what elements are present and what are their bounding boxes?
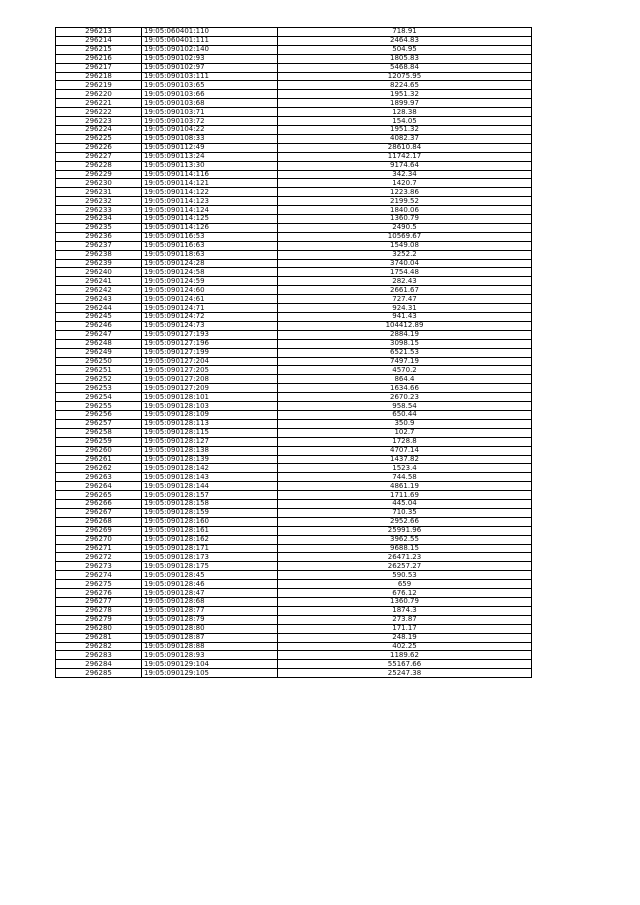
amount-cell: 1549.08	[278, 241, 532, 250]
table-row	[56, 642, 532, 651]
cadastral-number-cell: 19:05:090128:45	[142, 571, 278, 580]
table-row	[56, 660, 532, 669]
cadastral-number-cell: 19:05:090116:53	[142, 232, 278, 241]
amount-cell: 3962.55	[278, 535, 532, 544]
record-id-cell: 296240	[56, 268, 142, 277]
amount-cell: 342.34	[278, 170, 532, 179]
amount-cell: 3252.2	[278, 250, 532, 259]
cadastral-number-cell: 19:05:090128:159	[142, 508, 278, 517]
record-id-cell: 296251	[56, 366, 142, 375]
table-row	[56, 188, 532, 197]
record-id-cell: 296255	[56, 402, 142, 411]
table-row	[56, 517, 532, 526]
amount-cell: 171.17	[278, 624, 532, 633]
record-id-cell: 296272	[56, 553, 142, 562]
table-row	[56, 28, 532, 37]
table-row	[56, 624, 532, 633]
cadastral-number-cell: 19:05:090103:65	[142, 81, 278, 90]
table-row	[56, 286, 532, 295]
table-row	[56, 161, 532, 170]
record-id-cell: 296280	[56, 624, 142, 633]
record-id-cell: 296225	[56, 134, 142, 143]
amount-cell: 1189.62	[278, 651, 532, 660]
amount-cell: 2661.67	[278, 286, 532, 295]
record-id-cell: 296284	[56, 660, 142, 669]
cadastral-number-cell: 19:05:090128:79	[142, 615, 278, 624]
record-id-cell: 296256	[56, 410, 142, 419]
amount-cell: 4082.37	[278, 134, 532, 143]
amount-cell: 4707.14	[278, 446, 532, 455]
cadastral-number-cell: 19:05:090113:30	[142, 161, 278, 170]
table-row	[56, 669, 532, 678]
cadastral-number-cell: 19:05:060401:110	[142, 28, 278, 37]
record-id-cell: 296257	[56, 419, 142, 428]
amount-cell: 2884.19	[278, 330, 532, 339]
cadastral-number-cell: 19:05:090124:59	[142, 277, 278, 286]
cadastral-number-cell: 19:05:090103:111	[142, 72, 278, 81]
amount-cell: 864.4	[278, 375, 532, 384]
record-id-cell: 296264	[56, 482, 142, 491]
cadastral-number-cell: 19:05:090128:109	[142, 410, 278, 419]
amount-cell: 1360.79	[278, 215, 532, 224]
table-row	[56, 508, 532, 517]
record-id-cell: 296276	[56, 589, 142, 598]
cadastral-number-cell: 19:05:090127:196	[142, 339, 278, 348]
table-row	[56, 117, 532, 126]
table-row	[56, 179, 532, 188]
record-id-cell: 296271	[56, 544, 142, 553]
cadastral-number-cell: 19:05:090103:71	[142, 108, 278, 117]
table-row	[56, 277, 532, 286]
table-row	[56, 54, 532, 63]
amount-cell: 659	[278, 580, 532, 589]
record-id-cell: 296228	[56, 161, 142, 170]
amount-cell: 2670.23	[278, 393, 532, 402]
table-row	[56, 473, 532, 482]
record-id-cell: 296222	[56, 108, 142, 117]
table-row	[56, 464, 532, 473]
amount-cell: 6521.53	[278, 348, 532, 357]
amount-cell: 350.9	[278, 419, 532, 428]
record-id-cell: 296261	[56, 455, 142, 464]
amount-cell: 1840.06	[278, 206, 532, 215]
cadastral-number-cell: 19:05:090124:60	[142, 286, 278, 295]
cadastral-number-cell: 19:05:090116:63	[142, 241, 278, 250]
record-id-cell: 296263	[56, 473, 142, 482]
amount-cell: 128.38	[278, 108, 532, 117]
record-id-cell: 296231	[56, 188, 142, 197]
amount-cell: 248.19	[278, 633, 532, 642]
cadastral-number-cell: 19:05:090128:160	[142, 517, 278, 526]
table-row	[56, 304, 532, 313]
amount-cell: 2490.5	[278, 223, 532, 232]
table-row	[56, 72, 532, 81]
cadastral-number-cell: 19:05:090129:104	[142, 660, 278, 669]
table-row	[56, 606, 532, 615]
record-id-cell: 296274	[56, 571, 142, 580]
record-id-cell: 296233	[56, 206, 142, 215]
record-id-cell: 296232	[56, 197, 142, 206]
amount-cell: 941.43	[278, 313, 532, 322]
record-id-cell: 296217	[56, 63, 142, 72]
table-row	[56, 108, 532, 117]
amount-cell: 1951.32	[278, 90, 532, 99]
amount-cell: 8224.65	[278, 81, 532, 90]
table-row	[56, 428, 532, 437]
amount-cell: 10569.67	[278, 232, 532, 241]
amount-cell: 1437.82	[278, 455, 532, 464]
cadastral-number-cell: 19:05:090128:143	[142, 473, 278, 482]
cadastral-number-cell: 19:05:090128:158	[142, 500, 278, 509]
table-row	[56, 491, 532, 500]
cadastral-number-cell: 19:05:090127:205	[142, 366, 278, 375]
table-row	[56, 99, 532, 108]
cadastral-number-cell: 19:05:090128:173	[142, 553, 278, 562]
record-id-cell: 296246	[56, 321, 142, 330]
cadastral-number-cell: 19:05:090124:72	[142, 313, 278, 322]
amount-cell: 1754.48	[278, 268, 532, 277]
table-row	[56, 455, 532, 464]
amount-cell: 924.31	[278, 304, 532, 313]
cadastral-number-cell: 19:05:090114:121	[142, 179, 278, 188]
cadastral-number-cell: 19:05:090127:209	[142, 384, 278, 393]
table-row	[56, 134, 532, 143]
record-id-cell: 296244	[56, 304, 142, 313]
amount-cell: 154.05	[278, 117, 532, 126]
record-id-cell: 296237	[56, 241, 142, 250]
record-id-cell: 296252	[56, 375, 142, 384]
cadastral-number-cell: 19:05:060401:111	[142, 36, 278, 45]
table-row	[56, 580, 532, 589]
table-row	[56, 402, 532, 411]
table-row	[56, 615, 532, 624]
cadastral-number-cell: 19:05:090128:139	[142, 455, 278, 464]
record-id-cell: 296226	[56, 143, 142, 152]
cadastral-number-cell: 19:05:090128:162	[142, 535, 278, 544]
table-row	[56, 348, 532, 357]
record-id-cell: 296259	[56, 437, 142, 446]
record-id-cell: 296273	[56, 562, 142, 571]
record-id-cell: 296215	[56, 45, 142, 54]
record-id-cell: 296278	[56, 606, 142, 615]
table-row	[56, 562, 532, 571]
record-id-cell: 296260	[56, 446, 142, 455]
amount-cell: 25991.96	[278, 526, 532, 535]
cadastral-number-cell: 19:05:090103:66	[142, 90, 278, 99]
cadastral-number-cell: 19:05:090127:208	[142, 375, 278, 384]
amount-cell: 445.04	[278, 500, 532, 509]
record-id-cell: 296248	[56, 339, 142, 348]
table-row	[56, 526, 532, 535]
amount-cell: 3098.15	[278, 339, 532, 348]
amount-cell: 28610.84	[278, 143, 532, 152]
cadastral-number-cell: 19:05:090103:68	[142, 99, 278, 108]
amount-cell: 1711.69	[278, 491, 532, 500]
cadastral-number-cell: 19:05:090128:87	[142, 633, 278, 642]
cadastral-number-cell: 19:05:090114:116	[142, 170, 278, 179]
table-row	[56, 259, 532, 268]
amount-cell: 402.25	[278, 642, 532, 651]
amount-cell: 744.58	[278, 473, 532, 482]
table-row	[56, 63, 532, 72]
table-row	[56, 223, 532, 232]
table-row	[56, 81, 532, 90]
table-row	[56, 250, 532, 259]
cadastral-number-cell: 19:05:090108:33	[142, 134, 278, 143]
amount-cell: 7497.19	[278, 357, 532, 366]
cadastral-number-cell: 19:05:090128:161	[142, 526, 278, 535]
record-id-cell: 296243	[56, 295, 142, 304]
record-id-cell: 296238	[56, 250, 142, 259]
table-row	[56, 419, 532, 428]
cadastral-number-cell: 19:05:090113:24	[142, 152, 278, 161]
cadastral-number-cell: 19:05:090127:199	[142, 348, 278, 357]
cadastral-number-cell: 19:05:090102:93	[142, 54, 278, 63]
amount-cell: 1523.4	[278, 464, 532, 473]
cadastral-number-cell: 19:05:090128:115	[142, 428, 278, 437]
cadastral-number-cell: 19:05:090114:125	[142, 215, 278, 224]
table-row	[56, 152, 532, 161]
record-id-cell: 296218	[56, 72, 142, 81]
cadastral-number-cell: 19:05:090128:46	[142, 580, 278, 589]
cadastral-number-cell: 19:05:090128:93	[142, 651, 278, 660]
amount-cell: 710.35	[278, 508, 532, 517]
table-row	[56, 384, 532, 393]
table-row	[56, 232, 532, 241]
table-row	[56, 90, 532, 99]
table-row	[56, 375, 532, 384]
cadastral-number-cell: 19:05:090128:77	[142, 606, 278, 615]
record-id-cell: 296247	[56, 330, 142, 339]
table-row	[56, 197, 532, 206]
table-row	[56, 410, 532, 419]
amount-cell: 2199.52	[278, 197, 532, 206]
table-row	[56, 268, 532, 277]
amount-cell: 718.91	[278, 28, 532, 37]
record-id-cell: 296253	[56, 384, 142, 393]
record-id-cell: 296227	[56, 152, 142, 161]
table-row	[56, 241, 532, 250]
record-id-cell: 296236	[56, 232, 142, 241]
table-row	[56, 446, 532, 455]
cadastral-number-cell: 19:05:090124:61	[142, 295, 278, 304]
cadastral-number-cell: 19:05:090128:103	[142, 402, 278, 411]
cadastral-number-cell: 19:05:090128:171	[142, 544, 278, 553]
cadastral-number-cell: 19:05:090124:71	[142, 304, 278, 313]
table-body	[56, 28, 532, 678]
record-id-cell: 296224	[56, 125, 142, 134]
table-row	[56, 598, 532, 607]
record-id-cell: 296268	[56, 517, 142, 526]
record-id-cell: 296266	[56, 500, 142, 509]
cadastral-number-cell: 19:05:090128:80	[142, 624, 278, 633]
cadastral-number-cell: 19:05:090128:113	[142, 419, 278, 428]
cadastral-number-cell: 19:05:090128:88	[142, 642, 278, 651]
cadastral-number-cell: 19:05:090128:47	[142, 589, 278, 598]
record-id-cell: 296221	[56, 99, 142, 108]
table-row	[56, 206, 532, 215]
cadastral-number-cell: 19:05:090114:124	[142, 206, 278, 215]
cadastral-number-cell: 19:05:090128:138	[142, 446, 278, 455]
record-id-cell: 296285	[56, 669, 142, 678]
table-row	[56, 553, 532, 562]
amount-cell: 3740.04	[278, 259, 532, 268]
table-row	[56, 36, 532, 45]
record-id-cell: 296250	[56, 357, 142, 366]
amount-cell: 727.47	[278, 295, 532, 304]
record-id-cell: 296258	[56, 428, 142, 437]
cadastral-number-cell: 19:05:090114:126	[142, 223, 278, 232]
amount-cell: 1360.79	[278, 598, 532, 607]
table-row	[56, 339, 532, 348]
data-table	[55, 27, 532, 678]
amount-cell: 102.7	[278, 428, 532, 437]
amount-cell: 5468.84	[278, 63, 532, 72]
amount-cell: 2952.66	[278, 517, 532, 526]
record-id-cell: 296281	[56, 633, 142, 642]
table-row	[56, 125, 532, 134]
cadastral-number-cell: 19:05:090114:123	[142, 197, 278, 206]
table-row	[56, 500, 532, 509]
table-row	[56, 45, 532, 54]
amount-cell: 4570.2	[278, 366, 532, 375]
record-id-cell: 296275	[56, 580, 142, 589]
table-row	[56, 633, 532, 642]
table-row	[56, 571, 532, 580]
record-id-cell: 296242	[56, 286, 142, 295]
record-id-cell: 296270	[56, 535, 142, 544]
amount-cell: 676.12	[278, 589, 532, 598]
cadastral-number-cell: 19:05:090127:204	[142, 357, 278, 366]
amount-cell: 55167.66	[278, 660, 532, 669]
amount-cell: 590.53	[278, 571, 532, 580]
record-id-cell: 296283	[56, 651, 142, 660]
table-row	[56, 535, 532, 544]
amount-cell: 1634.66	[278, 384, 532, 393]
cadastral-number-cell: 19:05:090128:175	[142, 562, 278, 571]
record-id-cell: 296235	[56, 223, 142, 232]
amount-cell: 104412.89	[278, 321, 532, 330]
amount-cell: 650.44	[278, 410, 532, 419]
record-id-cell: 296223	[56, 117, 142, 126]
table-row	[56, 330, 532, 339]
cadastral-number-cell: 19:05:090129:105	[142, 669, 278, 678]
record-id-cell: 296254	[56, 393, 142, 402]
amount-cell: 1420.7	[278, 179, 532, 188]
cadastral-number-cell: 19:05:090118:63	[142, 250, 278, 259]
table-row	[56, 393, 532, 402]
cadastral-number-cell: 19:05:090103:72	[142, 117, 278, 126]
table-row	[56, 482, 532, 491]
cadastral-number-cell: 19:05:090112:49	[142, 143, 278, 152]
amount-cell: 273.87	[278, 615, 532, 624]
record-id-cell: 296269	[56, 526, 142, 535]
cadastral-number-cell: 19:05:090102:97	[142, 63, 278, 72]
table-row	[56, 143, 532, 152]
amount-cell: 2464.83	[278, 36, 532, 45]
amount-cell: 1805.83	[278, 54, 532, 63]
record-id-cell: 296220	[56, 90, 142, 99]
amount-cell: 1728.8	[278, 437, 532, 446]
cadastral-number-cell: 19:05:090102:140	[142, 45, 278, 54]
amount-cell: 26471.23	[278, 553, 532, 562]
table-row	[56, 313, 532, 322]
amount-cell: 1951.32	[278, 125, 532, 134]
table-row	[56, 366, 532, 375]
record-id-cell: 296234	[56, 215, 142, 224]
amount-cell: 504.95	[278, 45, 532, 54]
record-id-cell: 296249	[56, 348, 142, 357]
table-row	[56, 357, 532, 366]
amount-cell: 958.54	[278, 402, 532, 411]
record-id-cell: 296282	[56, 642, 142, 651]
cadastral-number-cell: 19:05:090128:127	[142, 437, 278, 446]
cadastral-number-cell: 19:05:090124:58	[142, 268, 278, 277]
record-id-cell: 296213	[56, 28, 142, 37]
table-row	[56, 215, 532, 224]
amount-cell: 26257.27	[278, 562, 532, 571]
cadastral-number-cell: 19:05:090128:101	[142, 393, 278, 402]
cadastral-number-cell: 19:05:090128:144	[142, 482, 278, 491]
record-id-cell: 296216	[56, 54, 142, 63]
amount-cell: 1874.3	[278, 606, 532, 615]
cadastral-number-cell: 19:05:090104:22	[142, 125, 278, 134]
record-id-cell: 296239	[56, 259, 142, 268]
cadastral-number-cell: 19:05:090128:68	[142, 598, 278, 607]
record-id-cell: 296229	[56, 170, 142, 179]
cadastral-number-cell: 19:05:090128:157	[142, 491, 278, 500]
record-id-cell: 296241	[56, 277, 142, 286]
cadastral-number-cell: 19:05:090114:122	[142, 188, 278, 197]
table-row	[56, 437, 532, 446]
record-id-cell: 296245	[56, 313, 142, 322]
record-id-cell: 296262	[56, 464, 142, 473]
amount-cell: 4861.19	[278, 482, 532, 491]
record-id-cell: 296267	[56, 508, 142, 517]
record-id-cell: 296265	[56, 491, 142, 500]
table-row	[56, 589, 532, 598]
amount-cell: 25247.38	[278, 669, 532, 678]
cadastral-number-cell: 19:05:090127:193	[142, 330, 278, 339]
amount-cell: 9688.15	[278, 544, 532, 553]
record-id-cell: 296277	[56, 598, 142, 607]
table-row	[56, 651, 532, 660]
table-row	[56, 544, 532, 553]
table-row	[56, 321, 532, 330]
record-id-cell: 296279	[56, 615, 142, 624]
amount-cell: 11742.17	[278, 152, 532, 161]
record-id-cell: 296230	[56, 179, 142, 188]
cadastral-number-cell: 19:05:090128:142	[142, 464, 278, 473]
cadastral-number-cell: 19:05:090124:73	[142, 321, 278, 330]
cadastral-number-cell: 19:05:090124:28	[142, 259, 278, 268]
amount-cell: 9174.64	[278, 161, 532, 170]
table-row	[56, 170, 532, 179]
table-row	[56, 295, 532, 304]
amount-cell: 1223.86	[278, 188, 532, 197]
amount-cell: 12075.95	[278, 72, 532, 81]
record-id-cell: 296214	[56, 36, 142, 45]
record-id-cell: 296219	[56, 81, 142, 90]
amount-cell: 1899.97	[278, 99, 532, 108]
amount-cell: 282.43	[278, 277, 532, 286]
